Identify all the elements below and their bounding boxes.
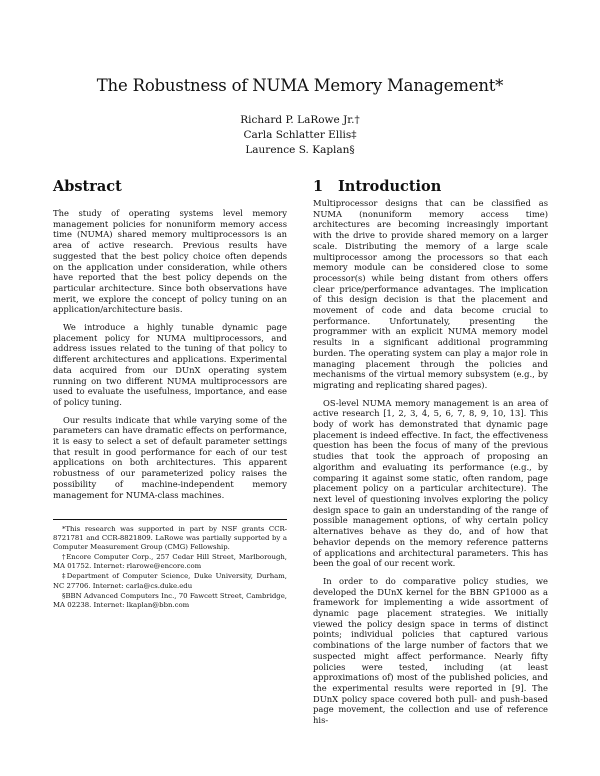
author-kaplan: Laurence S. Kaplan§ (245, 144, 355, 156)
paper-title: The Robustness of NUMA Memory Management* (96, 76, 504, 95)
introduction-heading (313, 178, 441, 195)
footnote-ellis: ‡Department of Computer Science, Duke University, Durham, NC 27706. Internet: carla@cs.duke.edu (53, 572, 287, 590)
author-ellis: Carla Schlatter Ellis‡ (243, 129, 357, 141)
footnotes (53, 519, 287, 611)
introduction-paragraph: In order to do comparative policy studies, we developed the DUnX kernel for the BBN GP1000 as a framework for implementing a wide assortment of dynamic page placement strategies. We initially viewed the policy design space in terms of distinct points; individual policies that captured various combinations of the large number of factors that we suspected might affect performance. Nearly fifty policies were tested, including (at least approximations of) most of the published policies, and the experimental results were reported in [9]. The DUnX policy space covered both pull- and push-based page movement, the collection and use of reference his- (313, 575, 548, 726)
footnote-kaplan: §BBN Advanced Computers Inc., 70 Fawcett Street, Cambridge, MA 02238. Internet: lkaplan@bbn.com (53, 591, 287, 609)
introduction-paragraph: Multiprocessor designs that can be classified as NUMA (nonuniform memory access time) architectures are becoming increasingly important with the drive to provide shared memory on a larger scale. Distributing the memory of a large scale multiprocessor among the processors so that each memory module can be considered close to some processor(s) while being distant from others offers clear price/performance advantages. The implication of this design decision is that the placement and movement of code and data become crucial to performance. Unfortunately, presenting the programmer with an explicit NUMA memory model results in a significant additional programming burden. The operating system can play a major role in managing placement through the policies and mechanisms of the virtual memory subsystem (e.g., by migrating and replicating shared pages). (313, 198, 548, 390)
section-title: Introduction (338, 178, 442, 195)
abstract-body (53, 208, 287, 507)
author-larowe: Richard P. LaRowe Jr.† (240, 114, 360, 126)
abstract-paragraph: The study of operating systems level memory management policies for nonuniform memory access time (NUMA) shared memory multiprocessors is an area of active research. Previous results have suggested that the best policy choice often depends on the application under consideration, while others have reported that the best policy depends on the particular architecture. Since both observations have merit, we explore the concept of policy tuning on an application/architecture basis. (53, 208, 287, 315)
author-block (0, 113, 600, 158)
abstract-paragraph: We introduce a highly tunable dynamic page placement policy for NUMA multiprocessors, and address issues related to the tuning of that policy to different architectures and applications. Experimental data acquired from our DUnX operating system running on two different NUMA multiprocessors are used to evaluate the usefulness, importance, and ease of policy tuning. (53, 322, 287, 407)
section-number: 1 (313, 178, 324, 195)
abstract-heading: Abstract (53, 178, 122, 195)
abstract-paragraph: Our results indicate that while varying some of the parameters can have dramatic effects on performance, it is easy to select a set of default parameter settings that result in good performance for each of our test applications on both architectures. This apparent robustness of our parameterized policy raises the possibility of machine-independent memory management for NUMA-class machines. (53, 414, 287, 500)
introduction-paragraph: OS-level NUMA memory management is an area of active research [1, 2, 3, 4, 5, 6, 7, 8, 9, 10, 13]. This body of work has demonstrated that dynamic page placement is indeed effective. In fact, the effectiveness question has been the focus of many of the previous studies that took the approach of proposing an algorithm and evaluating its performance (e.g., by comparing it against some static, often random, page placement policy on a particular architecture). The next level of questioning involves exploring the policy design space to gain an understanding of the range of possible management options, of why certain policy alternatives behave as they do, and of how that behavior depends on the memory reference patterns of applications and architectural parameters. This has been the goal of our recent work. (313, 397, 548, 569)
footnote-larowe: †Encore Computer Corp., 257 Cedar Hill Street, Marlborough, MA 01752. Internet: rlarowe@encore.com (53, 553, 287, 571)
introduction-body (313, 198, 548, 733)
footnote-funding: *This research was supported in part by NSF grants CCR-8721781 and CCR-8821809. LaRowe was partially supported by a Computer Measurement Group (CMG) Fellowship. (53, 525, 287, 552)
